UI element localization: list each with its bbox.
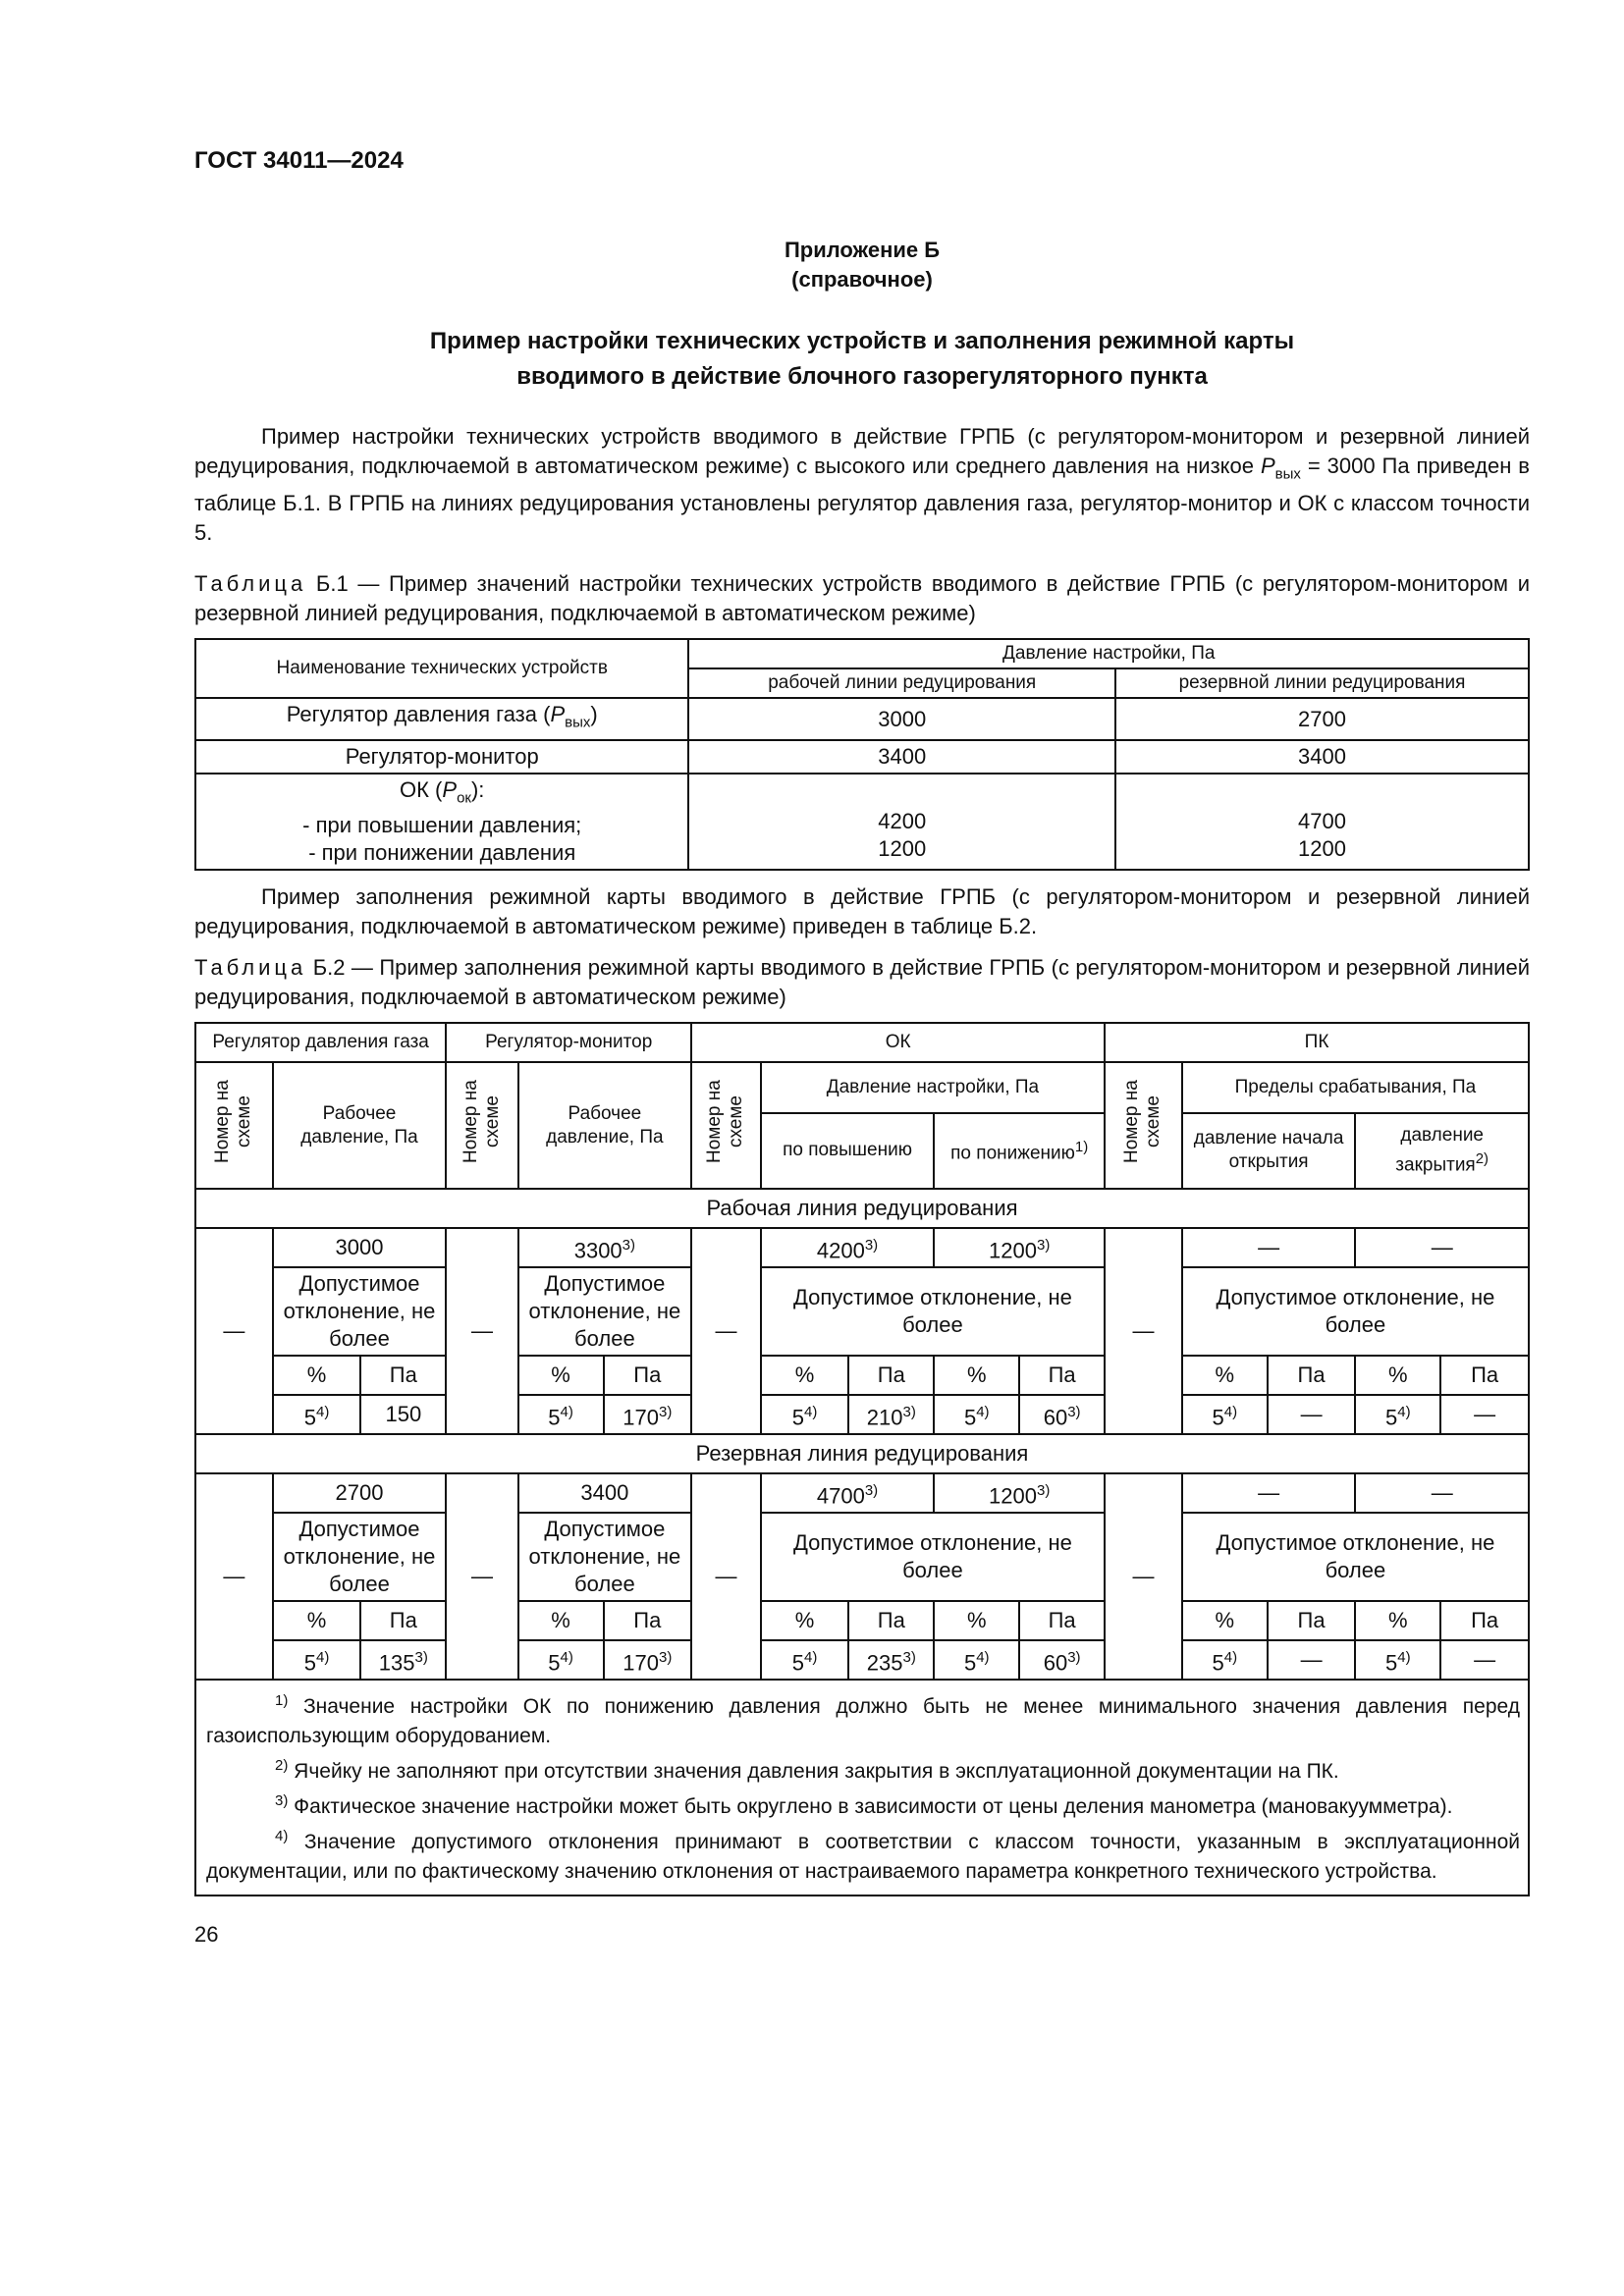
unit-percent: % [273, 1356, 361, 1395]
value: 1200 [989, 1237, 1037, 1262]
t2-work-pk-open-pct [1182, 1395, 1268, 1434]
unit-pa: Па [848, 1601, 934, 1640]
footnote-mark: 4) [1397, 1403, 1411, 1420]
table-row [195, 1473, 1529, 1513]
t2-ok-by-decrease-text: по понижению [950, 1143, 1075, 1164]
t2-fn1-mark: 1) [1074, 1139, 1089, 1156]
t2-mon-number-header [446, 1062, 517, 1189]
table2-caption-text: Б.2 — Пример заполнения режимной карты вводимого в действие ГРПБ (с регулятором-монитором и резервной линией редуцирования, подключаемой в автоматическом режиме) [194, 955, 1530, 1010]
t2-res-ok-inc-pa [848, 1640, 934, 1680]
t2-res-ok-number: — [691, 1473, 761, 1680]
t2-mon-number-label: Номер на схеме [460, 1080, 503, 1164]
unit-pa: Па [604, 1601, 692, 1640]
t2-res-ok-inc [761, 1473, 935, 1513]
footnote-mark: 3) [1067, 1403, 1081, 1420]
t2-res-pk-open-pa: — [1268, 1640, 1356, 1680]
t1-r3-name [195, 774, 688, 870]
footnote-text: Ячейку не заполняют при отсутствии значения давления закрытия в эксплуатационной документации на ПК. [288, 1760, 1339, 1784]
t2-work-pk-open: — [1182, 1228, 1356, 1267]
t2-work-mon-pressure [518, 1228, 692, 1267]
footnote-mark: 4) [976, 1648, 990, 1666]
footnote-4 [206, 1822, 1520, 1887]
value: 5 [303, 1404, 317, 1429]
value: 5 [1385, 1404, 1398, 1429]
t2-res-ok-dec [934, 1473, 1105, 1513]
t1-r3-reserve [1115, 774, 1529, 870]
footnote-mark: 4) [560, 1648, 573, 1666]
intro-paragraph [194, 422, 1530, 548]
t2-pk-number-label: Номер на схеме [1121, 1080, 1164, 1164]
value: 5 [1212, 1404, 1224, 1429]
unit-pa: Па [1268, 1356, 1356, 1395]
t2-pk-close-header [1355, 1113, 1529, 1190]
footnote-mark: 3) [622, 1236, 636, 1254]
p-symbol: P [1260, 454, 1275, 478]
table-row [195, 1395, 1529, 1434]
value: 60 [1043, 1404, 1068, 1429]
table-row [195, 1228, 1529, 1267]
t1-r1-reserve: 2700 [1115, 698, 1529, 739]
appendix-kind: (справочное) [791, 267, 933, 292]
t2-header-ok: ОК [691, 1023, 1105, 1062]
t2-res-pk-close-pa: — [1440, 1640, 1529, 1680]
t2-work-mon-pct [518, 1395, 604, 1434]
footnote-3 [206, 1787, 1520, 1822]
t2-res-mon-pa [604, 1640, 692, 1680]
unit-percent: % [1355, 1601, 1440, 1640]
t2-work-pk-dev: Допустимое отклонение, не более [1182, 1267, 1529, 1356]
t2-work-reg-pct [273, 1395, 361, 1434]
t2-work-ok-inc-pct [761, 1395, 849, 1434]
t2-header-monitor: Регулятор-монитор [446, 1023, 691, 1062]
value: 5 [303, 1649, 317, 1675]
t2-mon-work-pressure-header: Рабочее давление, Па [518, 1062, 692, 1189]
t2-work-pk-close: — [1355, 1228, 1529, 1267]
t1-r3-inc: - при повышении давления; [302, 813, 582, 838]
t2-res-ok-dec-pa [1019, 1640, 1105, 1680]
t2-res-reg-pct [273, 1640, 361, 1680]
table2-caption [194, 953, 1530, 1012]
t2-reg-number-label: Номер на схеме [212, 1080, 255, 1164]
t2-pk-number-header [1105, 1062, 1182, 1189]
t2-work-mon-pa [604, 1395, 692, 1434]
t2-work-line-label: Рабочая линия редуцирования [195, 1189, 1529, 1228]
t1-r1-name-text: Регулятор давления газа ( [286, 702, 551, 727]
value: 5 [963, 1649, 977, 1675]
table1-caption-word: Таблица [194, 571, 307, 597]
unit-percent: % [934, 1356, 1019, 1395]
t2-ok-setting-header: Давление настройки, Па [761, 1062, 1105, 1112]
unit-percent: % [1355, 1356, 1440, 1395]
value: 5 [1212, 1649, 1224, 1675]
footnote-mark: 2) [275, 1757, 289, 1775]
unit-percent: % [518, 1601, 604, 1640]
value: 210 [866, 1404, 903, 1429]
t2-res-pk-open-pct [1182, 1640, 1268, 1680]
t2-work-mon-number: — [446, 1228, 517, 1434]
t2-res-ok-dec-pct [934, 1640, 1019, 1680]
t1-r2-reserve: 3400 [1115, 740, 1529, 774]
table-row [195, 1601, 1529, 1640]
t2-reserve-line-label: Резервная линия редуцирования [195, 1434, 1529, 1473]
unit-pa: Па [1440, 1356, 1529, 1395]
document-code: ГОСТ 34011—2024 [194, 147, 404, 174]
table2-caption-word: Таблица [194, 955, 307, 981]
t1-header-pressure: Давление настройки, Па [688, 639, 1529, 668]
footnote-mark: 1) [275, 1692, 289, 1710]
t2-ok-by-increase-header: по повышению [761, 1113, 935, 1190]
table1-caption-text: Б.1 — Пример значений настройки технических устройств вводимого в действие ГРПБ (с регулятором-монитором и резервной линией редуцирования, подключаемой в автоматическом режиме) [194, 571, 1530, 626]
t2-work-ok-dec-pct [934, 1395, 1019, 1434]
footnote-mark: 4) [976, 1403, 990, 1420]
unit-pa: Па [1440, 1601, 1529, 1640]
t1-r3-work-dec: 1200 [878, 835, 927, 861]
footnote-mark: 4) [560, 1403, 573, 1420]
t1-r3-work [688, 774, 1115, 870]
footnote-mark: 3) [1036, 1481, 1051, 1499]
t2-res-ok-dev: Допустимое отклонение, не более [761, 1513, 1105, 1601]
t2-res-pk-close-pct [1355, 1640, 1440, 1680]
value: 170 [623, 1649, 660, 1675]
t1-r2-name: Регулятор-монитор [195, 740, 688, 774]
value: 235 [866, 1649, 903, 1675]
t2-res-mon-dev: Допустимое отклонение, не более [518, 1513, 692, 1601]
t1-r1-name [195, 698, 688, 739]
unit-pa: Па [360, 1356, 446, 1395]
footnote-mark: 3) [1067, 1648, 1081, 1666]
unit-pa: Па [1019, 1601, 1105, 1640]
title-line-2: вводимого в действие блочного газорегуляторного пункта [516, 363, 1208, 390]
footnote-mark: 3) [414, 1648, 428, 1666]
value: 170 [623, 1404, 660, 1429]
t2-work-reg-number: — [195, 1228, 273, 1434]
unit-percent: % [761, 1356, 849, 1395]
unit-percent: % [761, 1601, 849, 1640]
t2-res-mon-pct [518, 1640, 604, 1680]
t2-ok-number-header [691, 1062, 761, 1189]
t1-header-device: Наименование технических устройств [195, 639, 688, 698]
footnote-text: Фактическое значение настройки может быть округлено в зависимости от цены деления манометра (мановакуумметра). [288, 1795, 1453, 1819]
table-b1 [194, 638, 1530, 871]
footnote-mark: 4) [804, 1403, 818, 1420]
t2-work-ok-inc-pa [848, 1395, 934, 1434]
t1-r3-reserve-inc: 4700 [1298, 808, 1346, 833]
t1-r2-work: 3400 [688, 740, 1115, 774]
between-paragraph: Пример заполнения режимной карты вводимого в действие ГРПБ (с регулятором-монитором и резервной линией редуцирования, подключаемой в автоматическом режиме) приведен в таблице Б.2. [194, 884, 1530, 939]
unit-percent: % [273, 1601, 361, 1640]
unit-pa: Па [1268, 1601, 1356, 1640]
value: 3300 [573, 1237, 623, 1262]
footnote-mark: 4) [804, 1648, 818, 1666]
table-row [195, 774, 1529, 870]
value: 5 [548, 1649, 561, 1675]
intro-text-2: = 3000 Па приведен в таблице Б.1. В ГРПБ на линиях редуцирования установлены регулятор давления газа, регулятор-монитор и ОК с классом точности 5. [194, 454, 1530, 546]
t2-footnotes [195, 1680, 1529, 1896]
footnote-mark: 3) [275, 1792, 289, 1810]
footnote-mark: 4) [1223, 1648, 1238, 1666]
t2-reg-work-pressure-header: Рабочее давление, Па [273, 1062, 447, 1189]
unit-percent: % [1182, 1356, 1268, 1395]
t1-r3-sub: ок [457, 789, 471, 807]
footnote-mark: 3) [659, 1403, 673, 1420]
footnote-mark: 3) [902, 1403, 916, 1420]
t2-res-mon-pressure: 3400 [518, 1473, 692, 1513]
t2-work-ok-number: — [691, 1228, 761, 1434]
t2-work-reg-pa: 150 [360, 1395, 446, 1434]
t1-r3-close: ): [470, 776, 485, 802]
t2-ok-by-decrease-header [934, 1113, 1105, 1190]
t1-r1-sym: P [550, 702, 566, 727]
footnote-text: Значение настройки ОК по понижению давления должно быть не менее минимального значения давления перед газоиспользующим оборудованием. [206, 1695, 1520, 1748]
t1-r1-sub: вых [565, 714, 591, 731]
appendix-title [194, 324, 1530, 395]
table-row [195, 1267, 1529, 1356]
page-number: 26 [194, 1922, 219, 1948]
t2-fn2-mark: 2) [1475, 1150, 1489, 1168]
footnote-2 [206, 1751, 1520, 1787]
value: 5 [963, 1404, 977, 1429]
t2-pk-limits-header: Пределы срабатывания, Па [1182, 1062, 1529, 1112]
t2-work-ok-dec [934, 1228, 1105, 1267]
footnote-mark: 3) [864, 1481, 879, 1499]
t2-res-ok-inc-pct [761, 1640, 849, 1680]
t2-work-ok-dev: Допустимое отклонение, не более [761, 1267, 1105, 1356]
footnote-mark: 3) [1036, 1236, 1051, 1254]
value: 1200 [989, 1482, 1037, 1508]
table-row [195, 1640, 1529, 1680]
value: 5 [548, 1404, 561, 1429]
unit-pa: Па [1019, 1356, 1105, 1395]
unit-pa: Па [848, 1356, 934, 1395]
appendix-label: Приложение Б [784, 238, 941, 262]
t1-r3-dec: - при понижении давления [308, 840, 576, 866]
footnote-mark: 3) [864, 1236, 879, 1254]
t2-res-reg-number: — [195, 1473, 273, 1680]
t2-work-pk-close-pct [1355, 1395, 1440, 1434]
t2-header-pk: ПК [1105, 1023, 1529, 1062]
t1-r3-sym: P [442, 776, 458, 802]
footnote-mark: 4) [275, 1828, 289, 1845]
value: 60 [1043, 1649, 1068, 1675]
value: 135 [378, 1649, 415, 1675]
footnote-text: Значение допустимого отклонения принимают в соответствии с классом точности, указанным в эксплуатационной документации, или по фактическому значению отклонения от настраиваемого параметра конкретного технического устройства. [206, 1831, 1520, 1884]
document-page [194, 147, 1530, 1948]
unit-pa: Па [360, 1601, 446, 1640]
title-line-1: Пример настройки технических устройств и заполнения режимной карты [429, 328, 1295, 354]
t1-r3-reserve-dec: 1200 [1298, 835, 1346, 861]
t1-r3-title [200, 776, 683, 812]
t2-res-reg-pa [360, 1640, 446, 1680]
unit-pa: Па [604, 1356, 692, 1395]
footnote-1 [206, 1686, 1520, 1751]
t2-res-pk-open: — [1182, 1473, 1356, 1513]
t2-ok-number-label: Номер на схеме [704, 1080, 747, 1164]
footnote-mark: 3) [902, 1648, 916, 1666]
t2-res-reg-pressure: 2700 [273, 1473, 447, 1513]
t2-work-pk-number: — [1105, 1228, 1182, 1434]
intro-text-1: Пример настройки технических устройств вводимого в действие ГРПБ (с регулятором-монитором и резервной линией редуцирования, подключаемой в автоматическом режиме) с высокого или среднего давления на низкое [194, 424, 1530, 478]
value: 5 [791, 1649, 805, 1675]
t2-res-pk-dev: Допустимое отклонение, не более [1182, 1513, 1529, 1601]
value: 4200 [816, 1237, 865, 1262]
footnote-mark: 4) [316, 1403, 330, 1420]
value: 4700 [816, 1482, 865, 1508]
t2-work-reg-dev: Допустимое отклонение, не более [273, 1267, 447, 1356]
t1-r3-work-inc: 4200 [878, 808, 927, 833]
t1-header-work-line: рабочей линии редуцирования [688, 668, 1115, 698]
t2-pk-open-header: давление начала открытия [1182, 1113, 1356, 1190]
footnote-mark: 4) [316, 1648, 330, 1666]
t2-res-mon-number: — [446, 1473, 517, 1680]
value: 5 [791, 1404, 805, 1429]
t2-res-pk-close: — [1355, 1473, 1529, 1513]
table-row [195, 740, 1529, 774]
footnote-mark: 4) [1223, 1403, 1238, 1420]
value: 5 [1385, 1649, 1398, 1675]
t2-work-ok-inc [761, 1228, 935, 1267]
footnote-mark: 4) [1397, 1648, 1411, 1666]
t2-res-pk-number: — [1105, 1473, 1182, 1680]
t2-header-regulator: Регулятор давления газа [195, 1023, 446, 1062]
t1-r1-work: 3000 [688, 698, 1115, 739]
footnote-mark: 3) [659, 1648, 673, 1666]
t2-work-ok-dec-pa [1019, 1395, 1105, 1434]
t2-pk-close-text: давление закрытия [1395, 1125, 1484, 1176]
p-subscript: вых [1274, 465, 1301, 483]
unit-percent: % [1182, 1601, 1268, 1640]
unit-percent: % [934, 1601, 1019, 1640]
table1-caption [194, 569, 1530, 628]
t1-r1-close: ) [590, 702, 598, 727]
table-b2 [194, 1022, 1530, 1896]
table-row [195, 698, 1529, 739]
t2-work-pk-open-pa: — [1268, 1395, 1356, 1434]
t1-r3-name-text: ОК ( [400, 776, 443, 802]
t2-res-reg-dev: Допустимое отклонение, не более [273, 1513, 447, 1601]
unit-percent: % [518, 1356, 604, 1395]
t2-work-mon-dev: Допустимое отклонение, не более [518, 1267, 692, 1356]
table-row [195, 1356, 1529, 1395]
t2-reg-number-header [195, 1062, 273, 1189]
t2-work-pk-close-pa: — [1440, 1395, 1529, 1434]
t1-header-reserve-line: резервной линии редуцирования [1115, 668, 1529, 698]
table-row [195, 1513, 1529, 1601]
t2-work-reg-pressure: 3000 [273, 1228, 447, 1267]
